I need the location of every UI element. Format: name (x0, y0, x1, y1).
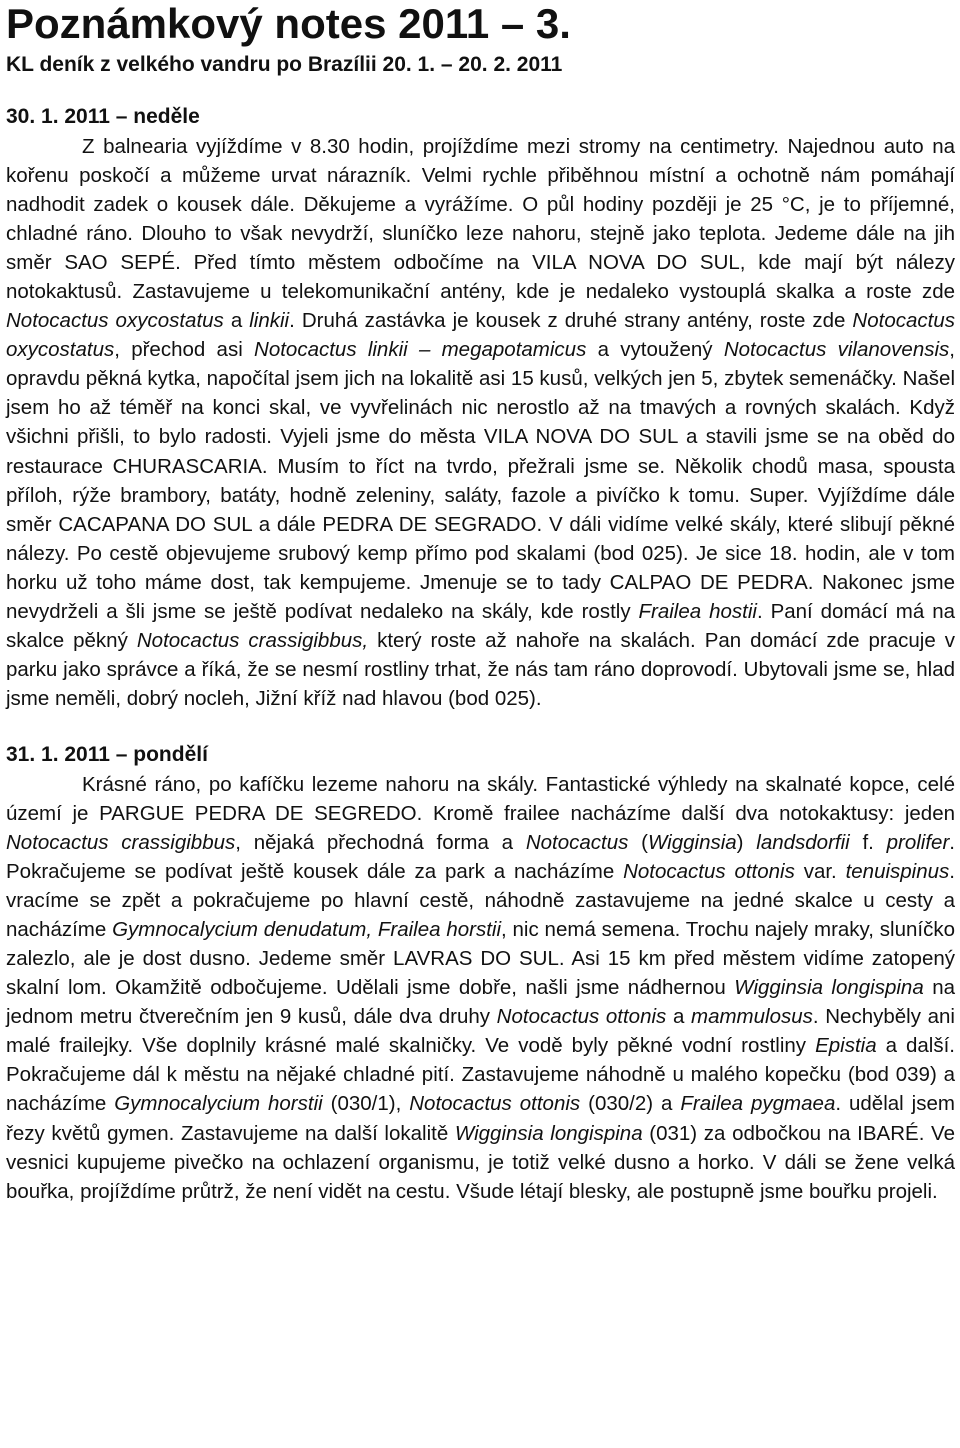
text-run: . Paní domácí má na skalce pěkný (6, 599, 956, 652)
text-run: Krásné ráno, po kafíčku lezeme nahoru na skály. Fantastické výhledy na skalnaté kopce, celé území je PARGUE PEDRA DE SEGREDO. Kromě frailee nacházíme další dva notokaktusy: jeden (6, 772, 955, 825)
species-name: Frailea hostii (638, 599, 757, 623)
text-run: (031) za odbočkou na IBARÉ. Ve vesnici kupujeme pivečko na ochlazení organismu, je totiž velké dusno a horko. V dáli se žene velká bouřka, projíždíme průtrž, že není vidět na cestu. Všude létají blesky, ale postupně jsme bouřku projeli. (6, 1121, 956, 1203)
diary-entry-text (6, 132, 955, 713)
species-name: Notocactus ottonis (623, 860, 795, 884)
species-name: Notocactus crassigibbus (6, 831, 236, 855)
text-run: f. (849, 831, 887, 855)
diary-entry-date: 30. 1. 2011 – neděle (6, 105, 200, 128)
text-run: a (666, 1005, 691, 1029)
text-run: (030/1), (322, 1092, 410, 1116)
species-name: tenuispinus (845, 860, 950, 884)
text-run: . udělal jsem řezy květů gymen. Zastavujeme na další lokalitě (6, 1092, 955, 1145)
document-subtitle: KL deník z velkého vandru po Brazílii 20. 1. – 20. 2. 2011 (6, 53, 563, 76)
text-run: a další. Pokračujeme dál k městu na nějaké chladné pití. Zastavujeme náhodně u malého kopečku (bod 039) a nacházíme (6, 1034, 955, 1116)
species-name: landsdorfii (756, 831, 850, 855)
species-name: Notocactus (525, 831, 629, 855)
species-name: mammulosus (691, 1005, 813, 1029)
text-run: , nic nemá semena. Trochu najely mraky, sluníčko zalezlo, ale je dost dusno. Jedeme směr LAVRAS DO SUL. Asi 15 km před městem vidíme zatopený skalní lom. Okamžitě odbočujeme. Udělali jsme dobře, našli jsme nádhernou (6, 918, 955, 1000)
text-run: Z balnearia vyjíždíme v 8.30 hodin, projíždíme mezi stromy na centimetry. Najednou auto na kořenu poskočí a můžeme urvat nárazník. Velmi rychle přiběhnou místní a ochotně nám pomáhají nadhodit zadek o kousek dále. Děkujeme a vyrážíme. O půl hodiny později je 25 °C, je to příjemné, chladné ráno. Dlouho to však nevydrží, sluníčko leze nahoru, stejně jako teplota. Jedeme dále na jih směr SAO SEPÉ. Před tímto městem odbočíme na VILA NOVA DO SUL, kde mají být nálezy notokaktusů. Zastavujeme u telekomunikační antény, kde je nedaleko vystouplá skalka a roste zde (6, 135, 955, 304)
species-name: Frailea pygmaea (680, 1092, 836, 1116)
text-run: který roste až nahoře na skalách. Pan domácí zde pracuje v parku jako správce a říká, že se nesmí rostliny trhat, že nás tam ráno doprovodí. Ubytovali jsme se, hlad jsme neměli, dobrý nocleh, Jižní kříž nad hlavou (bod 025). (6, 628, 956, 710)
diary-entry (6, 740, 955, 1206)
text-run: na jednom metru čtverečním jen 9 kusů, dále dva druhy (6, 976, 956, 1029)
species-name: Notocactus crassigibbus, (136, 628, 369, 652)
text-run: ( (628, 831, 648, 855)
species-name: Wigginsia longispina (734, 976, 924, 1000)
text-run: , nějaká přechodná forma a (235, 831, 526, 855)
species-name: Wigginsia (647, 831, 737, 855)
species-name: Notocactus oxycostatus (6, 309, 224, 333)
species-name: Notocactus vilanovensis (723, 338, 950, 362)
species-name: Gymnocalycium denudatum, Frailea horstii (112, 918, 502, 942)
species-name: Gymnocalycium horstii (114, 1092, 323, 1116)
text-run: . vracíme se zpět a pokračujeme po hlavní cestě, náhodně zastavujeme na jedné skalce u cesty a nacházíme (6, 860, 955, 942)
species-name: Wigginsia longispina (454, 1121, 643, 1145)
document-title: Poznámkový notes 2011 – 3. (6, 0, 571, 47)
text-run: . Druhá zastávka je kousek z druhé strany antény, roste zde (289, 309, 853, 333)
text-run: a vytoužený (586, 338, 724, 362)
text-run: a (223, 309, 250, 333)
text-run: , přechod asi (114, 338, 255, 362)
text-run: var. (794, 860, 846, 884)
text-run: . Nechyběly ani malé frailejky. Vše doplnily krásné malé skalničky. Ve vodě byly pěkné vodní rostliny (6, 1005, 955, 1058)
species-name: Notocactus ottonis (409, 1092, 581, 1116)
species-name: Notocactus oxycostatus (6, 309, 955, 362)
diary-entry-date: 31. 1. 2011 – pondělí (6, 742, 208, 766)
text-run: , opravdu pěkná kytka, napočítal jsem jich na lokalitě asi 15 kusů, velkých jen 5, zbytek semenáčky. Našel jsem ho až téměř na konci skal, ve vyvřelinách nic nerostlo až na tmavých a rovných skalách. Když všichni přišli, to bylo radosti. Vyjeli jsme do města VILA NOVA DO SUL a stavili jsme se na oběd do restaurace CHURASCARIA. Musím to říct na tvrdo, přežrali jsme se. Několik chodů masa, spousta příloh, rýže brambory, batáty, hodně zeleniny, saláty, fazole a pivíčko k tomu. Super. Vyjíždíme dále směr CACAPANA DO SUL a dále PEDRA DE SEGRADO. V dáli vidíme velké skály, které slibují pěkné nálezy. Po cestě objevujeme srubový kemp přímo pod skalami (bod 025). Je sice 18. hodin, ale v tom horku už toho máme dost, tak kempujeme. Jmenuje se to tady CALPAO DE PEDRA. Nakonec jsme nevydrželi a šli jsme se ještě podívat nedaleko na skály, kde rostly (6, 338, 955, 623)
text-run: (030/2) a (580, 1092, 681, 1116)
species-name: Epistia (815, 1034, 877, 1058)
diary-entry-text (6, 770, 955, 1206)
diary-entry (6, 102, 955, 713)
species-name: prolifer (886, 831, 950, 855)
species-name: Notocactus ottonis (496, 1005, 667, 1029)
text-run: . Pokračujeme se podívat ještě kousek dále za park a nacházíme (6, 831, 955, 884)
text-run: ) (736, 831, 757, 855)
species-name: linkii (249, 309, 290, 333)
species-name: Notocactus linkii – megapotamicus (254, 338, 587, 362)
